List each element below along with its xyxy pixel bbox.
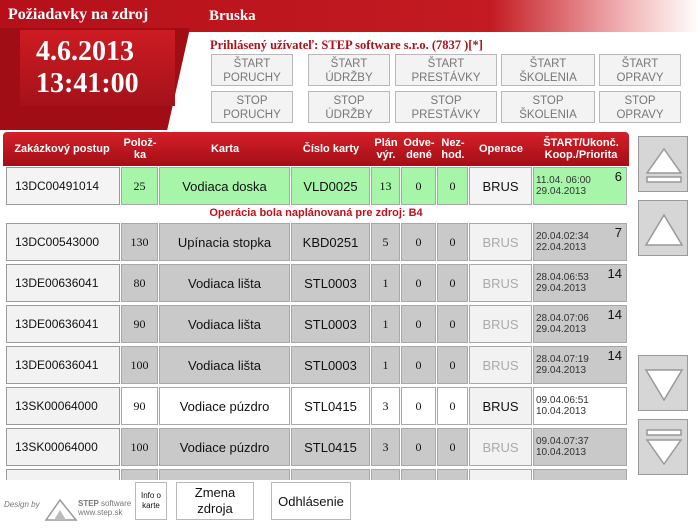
clock-date: 4.6.2013 <box>36 36 134 67</box>
button-line: PRESTÁVKY <box>411 109 481 121</box>
button-line: ŠTART <box>427 58 465 70</box>
col-plan-l2: výr. <box>376 149 396 161</box>
operation-button <box>469 469 532 480</box>
operation-button[interactable]: BRUS <box>469 387 532 425</box>
order-cell[interactable]: 13DE00636041 <box>6 305 120 343</box>
stop-maintenance-button[interactable] <box>308 91 390 123</box>
button-line: ÚDRŽBY <box>325 72 373 84</box>
time-cell <box>533 428 627 466</box>
time-cell <box>533 346 627 384</box>
operation-button[interactable]: BRUS <box>469 167 532 205</box>
end-date: 29.04.2013 <box>536 283 587 294</box>
done-cell: 0 <box>401 346 436 384</box>
done-cell: 0 <box>401 305 436 343</box>
double-arrow-up-icon <box>643 143 685 187</box>
scroll-top-button[interactable] <box>638 136 688 192</box>
scroll-down-button[interactable] <box>638 355 688 411</box>
info-l2: karte <box>142 501 160 510</box>
item-cell: 90 <box>121 305 158 343</box>
card-cell: Vodiaca lišta <box>159 264 290 302</box>
button-line: STOP <box>333 95 365 107</box>
button-line: PRESTÁVKY <box>411 72 481 84</box>
not-cell: 0 <box>437 428 468 466</box>
end-date: 22.04.2013 <box>536 242 587 253</box>
not-cell: 0 <box>437 264 468 302</box>
card-cell: Vodiace púzdro <box>159 387 290 425</box>
schedule-notice: Operácia bola naplánovaná pre zdroj: B4 <box>209 207 423 219</box>
col-plan <box>371 132 401 166</box>
not-cell: 0 <box>437 305 468 343</box>
order-cell[interactable]: 13DC00543000 <box>6 223 120 261</box>
col-op: Operace <box>478 143 524 155</box>
stop-failure-button[interactable] <box>211 91 293 123</box>
start-time: 28.04.07:19 <box>536 354 589 365</box>
plan-cell: 3 <box>371 428 400 466</box>
table-row[interactable] <box>3 345 629 385</box>
item-cell: 100 <box>121 428 158 466</box>
done-cell: 0 <box>401 167 436 205</box>
change-resource-button[interactable] <box>176 482 254 520</box>
order-cell[interactable]: 13SK00064000 <box>6 428 120 466</box>
stop-break-button[interactable] <box>395 91 497 123</box>
start-time: 28.04.06:53 <box>536 272 589 283</box>
order-cell[interactable]: 13DE00636041 <box>6 264 120 302</box>
priority: 6 <box>614 169 622 184</box>
stop-repair-button[interactable] <box>599 91 681 123</box>
plan-cell: 3 <box>371 387 400 425</box>
requests-table <box>3 132 629 480</box>
info-l1: Info o <box>140 491 161 500</box>
scroll-bottom-button[interactable] <box>638 419 688 475</box>
time-cell <box>533 167 627 205</box>
card-cell: Vodiaca lišta <box>159 346 290 384</box>
item-cell: 25 <box>121 167 158 205</box>
not-cell: 0 <box>437 167 468 205</box>
done-cell: 0 <box>401 223 436 261</box>
table-row[interactable] <box>3 304 629 344</box>
logout-button[interactable]: Odhlásenie <box>271 482 351 520</box>
start-time: 09.04.07:37 <box>536 436 589 447</box>
logo-sub: software <box>100 499 132 508</box>
card-no-cell: STL0003 <box>291 346 370 384</box>
col-start <box>533 132 629 166</box>
table-row[interactable] <box>3 263 629 303</box>
card-cell: Vodiaca lišta <box>159 305 290 343</box>
step-logo-text <box>78 499 131 517</box>
item-cell: 80 <box>121 264 158 302</box>
col-done-l1: Odve- <box>403 137 435 149</box>
plan-cell: 5 <box>371 223 400 261</box>
card-cell <box>159 469 290 480</box>
not-cell: 0 <box>437 387 468 425</box>
start-training-button[interactable] <box>501 54 595 86</box>
operation-button[interactable]: BRUS <box>469 305 532 343</box>
button-line: STOP <box>624 95 656 107</box>
col-item-l2: ka <box>133 149 147 161</box>
priority: 7 <box>614 225 622 240</box>
done-cell: 0 <box>401 264 436 302</box>
col-item-l1: Polož- <box>123 137 157 149</box>
order-cell[interactable]: 13SK00064000 <box>6 387 120 425</box>
card-cell: Upínacia stopka <box>159 223 290 261</box>
item-cell <box>121 469 158 480</box>
plan-cell: 13 <box>371 167 400 205</box>
card-no-cell <box>291 469 370 480</box>
card-no-cell: STL0003 <box>291 305 370 343</box>
button-line: ŠTART <box>330 58 368 70</box>
button-line: STOP <box>236 95 268 107</box>
table-row[interactable] <box>3 427 629 467</box>
order-cell[interactable]: 13DC00491014 <box>6 167 120 205</box>
col-start-l2: Koop./Priorita <box>544 149 618 161</box>
clock-time: 13:41:00 <box>36 68 139 99</box>
start-time: 20.04.02:34 <box>536 231 589 242</box>
start-failure-button[interactable] <box>211 54 293 86</box>
plan-cell: 1 <box>371 264 400 302</box>
plan-cell <box>371 469 400 480</box>
col-item <box>121 132 159 166</box>
time-cell <box>533 305 627 343</box>
resource-label: Požiadavky na zdroj <box>8 6 149 23</box>
col-card: Karta <box>210 143 240 155</box>
button-line: ŠTART <box>621 58 659 70</box>
button-line: ŠTART <box>529 58 567 70</box>
operation-button[interactable]: BRUS <box>469 223 532 261</box>
end-date: 10.04.2013 <box>536 447 587 458</box>
button-line: STOP <box>430 95 462 107</box>
button-line: OPRAVY <box>616 109 664 121</box>
table-row-partial <box>3 468 629 480</box>
stop-training-button[interactable] <box>501 91 595 123</box>
not-cell: 0 <box>437 223 468 261</box>
col-start-l1: ŠTART/Ukonč. <box>543 137 619 149</box>
col-done <box>401 132 437 166</box>
col-not-l1: Nez- <box>441 137 465 149</box>
start-maintenance-button[interactable] <box>308 54 390 86</box>
end-date: 29.04.2013 <box>536 324 587 335</box>
table-row[interactable] <box>3 222 629 262</box>
design-by-label: Design by <box>4 500 40 509</box>
col-order: Zakázkový postup <box>14 143 110 155</box>
change-l1: Zmena <box>194 485 236 500</box>
card-cell: Vodiace púzdro <box>159 428 290 466</box>
logged-user: Prihlásený užívateľ: STEP software s.r.o. (7837 )[*] <box>210 38 483 52</box>
end-date: 10.04.2013 <box>536 406 587 417</box>
end-date: 29.04.2013 <box>536 365 587 376</box>
item-cell: 100 <box>121 346 158 384</box>
button-line: PORUCHY <box>223 109 281 121</box>
card-no-cell: VLD0025 <box>291 167 370 205</box>
time-cell <box>533 264 627 302</box>
not-cell: 0 <box>437 346 468 384</box>
button-line: ŠKOLENIA <box>519 109 577 121</box>
button-line: ŠTART <box>233 58 271 70</box>
col-not <box>437 132 469 166</box>
button-line: PORUCHY <box>223 72 281 84</box>
arrow-up-icon <box>643 207 685 251</box>
priority: 14 <box>607 348 622 363</box>
item-cell: 90 <box>121 387 158 425</box>
item-cell: 130 <box>121 223 158 261</box>
step-logo-icon <box>44 496 78 522</box>
done-cell <box>401 469 436 480</box>
button-line: ÚDRŽBY <box>325 109 373 121</box>
change-l2: zdroja <box>197 501 233 516</box>
start-time: 09.04.06:51 <box>536 395 589 406</box>
logo-url: www.step.sk <box>78 508 123 517</box>
card-no-cell: STL0415 <box>291 428 370 466</box>
card-cell: Vodiaca doska <box>159 167 290 205</box>
order-cell[interactable]: 13DE00636041 <box>6 346 120 384</box>
scroll-up-button[interactable] <box>638 200 688 256</box>
time-cell <box>533 387 627 425</box>
double-arrow-down-icon <box>643 426 685 470</box>
operation-button[interactable]: BRUS <box>469 428 532 466</box>
start-repair-button[interactable] <box>599 54 681 86</box>
not-cell <box>437 469 468 480</box>
table-row-active[interactable] <box>3 166 629 206</box>
time-cell <box>533 223 627 261</box>
priority: 14 <box>607 307 622 322</box>
card-no-cell: STL0003 <box>291 264 370 302</box>
card-info-button[interactable] <box>135 482 167 520</box>
end-date: 29.04.2013 <box>536 186 587 197</box>
operation-button[interactable]: BRUS <box>469 264 532 302</box>
arrow-down-icon <box>643 362 685 406</box>
order-cell <box>6 469 120 480</box>
start-time: 28.04.07:06 <box>536 313 589 324</box>
card-no-cell: KBD0251 <box>291 223 370 261</box>
priority: 14 <box>607 266 622 281</box>
operation-button[interactable]: BRUS <box>469 346 532 384</box>
logo-name: STEP <box>78 499 99 508</box>
button-line: ŠKOLENIA <box>519 72 577 84</box>
col-not-l2: hod. <box>441 149 465 161</box>
button-line: STOP <box>532 95 564 107</box>
col-card-no: Číslo karty <box>302 143 360 155</box>
time-cell <box>533 469 627 480</box>
section-title: Bruska <box>209 8 256 24</box>
col-done-l2: dené <box>406 149 432 161</box>
col-plan-l1: Plán <box>374 137 398 149</box>
button-line: OPRAVY <box>616 72 664 84</box>
start-break-button[interactable] <box>395 54 497 86</box>
card-no-cell: STL0415 <box>291 387 370 425</box>
table-row[interactable] <box>3 386 629 426</box>
start-time: 11.04. 06:00 <box>536 175 591 186</box>
done-cell: 0 <box>401 387 436 425</box>
table-header <box>3 132 629 166</box>
plan-cell: 1 <box>371 305 400 343</box>
done-cell: 0 <box>401 428 436 466</box>
plan-cell: 1 <box>371 346 400 384</box>
